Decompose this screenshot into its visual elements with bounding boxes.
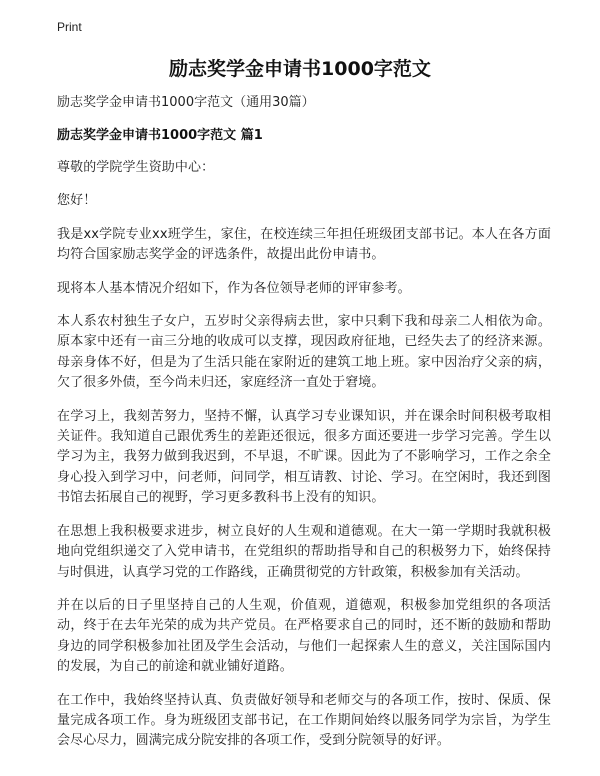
body-paragraph: 在工作中，我始终坚持认真、负责做好领导和老师交与的各项工作，按时、保质、保量完成各项工作。身为班级团支部书记，在工作期间始终以服务同学为宗旨，为学生会尽心尽力，圆满完成分院安排的各项工作，受到分院领导的好评。 — [57, 692, 551, 749]
document-subtitle: 励志奖学金申请书1000字范文（通用30篇） — [57, 95, 315, 110]
body-paragraph: 并在以后的日子里坚持自己的人生观，价值观，道德观，积极参加党组织的各项活动，终于在去年光荣的成为共产党员。在严格要求自己的同时，还不断的鼓励和帮助身边的同学积极参加社团及学生会活动，与他们一起探索人生的意义，关注国际国内的发展，为自己的前途和就业铺好道路。 — [57, 597, 551, 675]
body-paragraph: 在学习上，我刻苦努力，坚持不懈，认真学习专业课知识，并在课余时间积极考取相关证件。我知道自己跟优秀生的差距还很远，很多方面还要进一步学习完善。学生以学习为主，我努力做到我迟到，不早退，不旷课。因此为了不影响学习，工作之余全身心投入到学习中，问老师，问同学，相互请教、讨论、学习。在空闲时，我还到图书馆去拓展自己的视野，学习更多教科书上没有的知识。 — [57, 408, 551, 506]
body-paragraph: 我是xx学院专业xx班学生，家住，在校连续三年担任班级团支部书记。本人在各方面均符合国家励志奖学金的评选条件，故提出此份申请书。 — [57, 226, 551, 263]
body-paragraph: 现将本人基本情况介绍如下，作为各位领导老师的评审参考。 — [57, 280, 411, 296]
salutation: 尊敬的学院学生资助中心： — [57, 160, 215, 175]
page-title: 励志奖学金申请书1000字范文 — [169, 58, 431, 80]
body-paragraph: 本人系农村独生子女户，五岁时父亲得病去世，家中只剩下我和母亲二人相依为命。原本家中还有一亩三分地的收成可以支撑，现因政府征地，已经失去了的经济来源。母亲身体不好，但是为了生活只能在家附近的建筑工地上班。家中因治疗父亲的病，欠了很多外债，至今尚未归还，家庭经济一直处于窘境。 — [57, 314, 551, 391]
print-link[interactable]: Print — [57, 20, 82, 34]
greeting: 您好！ — [57, 193, 97, 209]
section-heading: 励志奖学金申请书1000字范文 篇1 — [57, 128, 263, 143]
document-body — [57, 93, 551, 765]
body-paragraph: 在思想上我积极要求进步，树立良好的人生观和道德观。在大一第一学期时我就积极地向党组织递交了入党申请书，在党组织的帮助指导和自己的积极努力下，始终保持与时俱进，认真学习党的工作路线，正确贯彻党的方针政策，积极参加有关活动。 — [57, 523, 551, 580]
